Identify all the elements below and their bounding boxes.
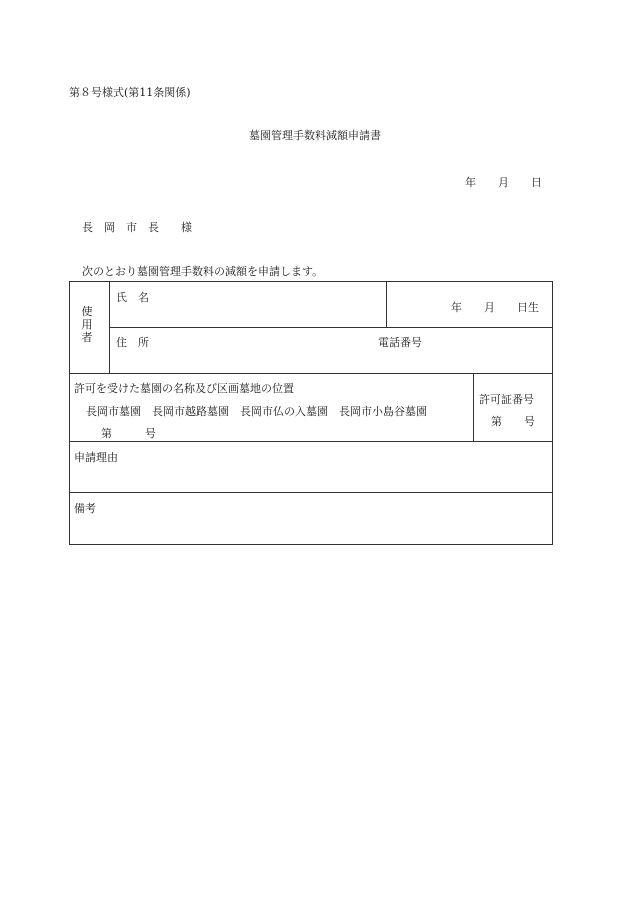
permit-number-value: 第 号 [491, 415, 535, 428]
intro-text: 次のとおり墓園管理手数料の減額を申請します。 [82, 265, 324, 278]
cemetery-names: 長岡市墓園 長岡市越路墓園 長岡市仏の入墓園 長岡市小島谷墓園 [86, 405, 427, 418]
divider [386, 281, 387, 327]
remarks-label: 備考 [74, 502, 96, 515]
phone-label: 電話番号 [378, 336, 422, 349]
address-label: 住 所 [116, 336, 149, 349]
user-label: 使用者 [81, 305, 93, 344]
permit-place-label: 許可を受けた墓園の名称及び区画墓地の位置 [74, 382, 294, 395]
addressee: 長 岡 市 長 様 [82, 221, 192, 234]
application-date: 年 月 日 [465, 176, 542, 189]
document-title: 墓園管理手数料減額申請書 [249, 129, 381, 142]
divider [69, 441, 553, 442]
reason-label: 申請理由 [74, 451, 118, 464]
name-label: 氏 名 [116, 291, 149, 304]
divider [69, 373, 553, 374]
form-number: 第８号様式(第11条関係) [69, 86, 191, 99]
divider [473, 373, 474, 441]
divider [109, 327, 553, 328]
birth-date-label: 年 月 日生 [451, 301, 539, 314]
divider [109, 281, 110, 373]
plot-number: 第 号 [101, 427, 156, 440]
divider [69, 492, 553, 493]
permit-number-label: 許可証番号 [479, 393, 534, 406]
